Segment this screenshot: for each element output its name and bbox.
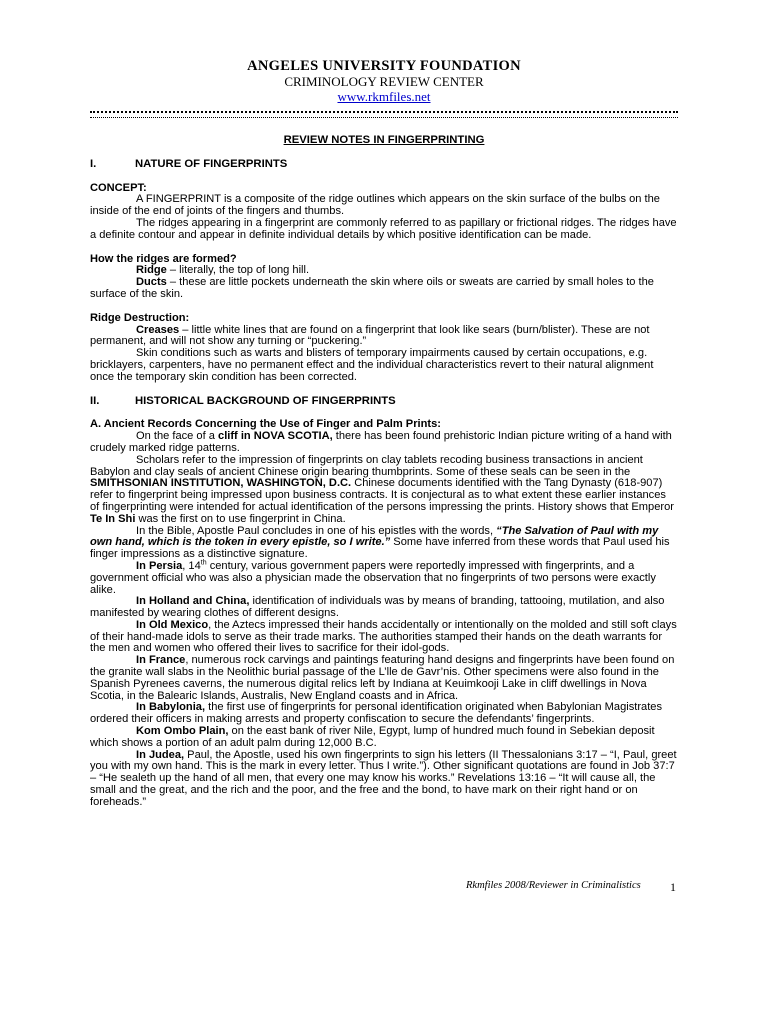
text-run: on the east bank of river Nile, Egypt, lump of hundred much found in Sebekian deposit which shows a portion of an adult palm during 12,000 B.C. (90, 725, 655, 749)
section-heading-1 (90, 159, 678, 171)
document-title: REVIEW NOTES IN FINGERPRINTING (283, 134, 485, 146)
concept-heading: CONCEPT: (90, 181, 147, 194)
creases-definition (90, 325, 678, 349)
creases-term: Creases (136, 323, 180, 336)
document-page (90, 58, 678, 809)
judea-paragraph (90, 750, 678, 809)
section-number: I. (90, 157, 97, 170)
skin-conditions-paragraph: Skin conditions such as warts and blisters of temporary impairments caused by certain occupations, e.g. bricklayers, carpenters, have no permanent effect and the individual characteristics revert to their natural alignment once the temporary skin condition has been corrected. (90, 347, 654, 383)
old-mexico-paragraph (90, 620, 678, 655)
center-name: CRIMINOLOGY REVIEW CENTER (284, 74, 484, 89)
text-run: Chinese documents identified with the Tang Dynasty (618-907) refer to fingerprint being impressed upon business contracts. It is conjectural as to what extent these earlier instances of fingerprinting were intended for actual identification of the persons impressing the prints. History shows that Emperor (90, 477, 674, 513)
creases-text: – little white lines that are found on a fingerprint that look like sears (burn/blister). These are not permanent, and will not show any turning or “puckering.” (90, 323, 650, 348)
section-title: NATURE OF FINGERPRINTS (135, 157, 288, 170)
text-run: Scholars refer to the impression of fingerprints on clay tablets recoding business transactions in ancient Babylon and clay seals of ancient Chinese origin bearing thumbprints. Some of these seals can be seen in the (90, 453, 643, 478)
text-run: , 14 (182, 559, 201, 572)
ducts-term: Ducts (136, 276, 167, 289)
text-run: Some have inferred from these words that Paul used his finger impressions as a distinctive signature. (90, 536, 670, 561)
text-run: , numerous rock carvings and paintings featuring hand designs and fingerprints have been found on the granite wall slabs in the Neolithic burial passage of the L’lle de Gavr’nis. Other specimens were also found in the Spanish Pyrenees caverns, the numerous digital relics left by Indiana at Keuimkooji Lake in cliff dwellings in Nova Scotia, in the Balearic Islands, Australis, New England coasts and in Africa. (90, 654, 675, 702)
bold-run: In France (136, 654, 186, 667)
page-number: 1 (670, 880, 676, 894)
text-run: was the first on to use fingerprint in China. (135, 512, 346, 525)
bible-paragraph (90, 526, 678, 561)
superscript: th (200, 559, 207, 567)
text-run: identification of individuals was by means of branding, tattooing, mutilation, and also manifested by wearing clothes of different designs. (90, 595, 665, 620)
ridge-term: Ridge (136, 264, 167, 277)
ridges-formed-heading: How the ridges are formed? (90, 252, 237, 265)
bold-run: SMITHSONIAN INSTITUTION, WASHINGTON, D.C. (90, 477, 352, 490)
section-heading-2 (90, 396, 678, 408)
ducts-text: – these are little pockets underneath the skin where oils or sweats are carried by small holes to the surface of the skin. (90, 276, 654, 300)
text-run: , the Aztecs impressed their hands accidentally or intentionally on the molded and still soft clays of their hand-made idols to serve as their trade marks. The authorities stamped their hands on the death warrants for the men and women who offered their lives to sacrifice for their idol-gods. (90, 618, 677, 655)
nova-scotia-paragraph (90, 431, 678, 455)
text-run: century, various government papers were reportedly impressed with fingerprints, and a government official who was also a physician made the observation that no fingerprints of two persons were exactly alike. (90, 559, 656, 596)
bold-run: In Judea, (136, 748, 185, 761)
bold-run: Kom Ombo Plain, (136, 725, 229, 738)
concept-paragraph-2: The ridges appearing in a fingerprint are commonly referred to as papillary or frictional ridges. The ridges have a definite contour and appear in definite individual details by which positive identification can be made. (90, 216, 677, 241)
babylonia-paragraph (90, 702, 678, 726)
letterhead (90, 58, 678, 104)
section-number: II. (90, 394, 100, 407)
bold-run: In Babylonia, (136, 701, 206, 714)
bold-run: In Persia (136, 559, 183, 572)
ridge-destruction-heading: Ridge Destruction: (90, 311, 190, 324)
concept-paragraph-1: A FINGERPRINT is a composite of the ridge outlines which appears on the skin surface of the bulbs on the inside of the end of joints of the fingers and thumbs. (90, 193, 660, 218)
bold-run: In Old Mexico (136, 618, 209, 631)
holland-china-paragraph (90, 596, 678, 620)
text-run: In the Bible, Apostle Paul concludes in one of his epistles with the words, (136, 524, 497, 537)
scholars-paragraph (90, 455, 678, 526)
page-footer: Rkmfiles 2008/Reviewer in Criminalistics (466, 880, 641, 891)
header-divider (90, 111, 678, 118)
text-run: Paul, the Apostle, used his own fingerprints to sign his letters (II Thessalonians 3:17 – “I, Paul, greet you with my own hand. This is the mark in every letter. Thus I write.”). Other significant quotations are found in Job 37:7 – “He sealeth up the hand of all men, that every one may know his works.” Revelations 13:16 – “It will cause all, the small and the great, and the rich and the poor, and the free and the bond, to have mark on their right hand or on foreheads.” (90, 748, 677, 808)
bold-run: cliff in NOVA SCOTIA, (218, 430, 333, 443)
section-title: HISTORICAL BACKGROUND OF FINGERPRINTS (135, 394, 396, 407)
ducts-definition (90, 277, 678, 301)
ancient-records-heading: A. Ancient Records Concerning the Use of Finger and Palm Prints: (90, 418, 441, 431)
france-paragraph (90, 655, 678, 702)
text-run: the first use of fingerprints for personal identification originated when Babylonian Magistrates ordered their officers in making arrests and property confiscation to secure the defendants’ fingerprints. (90, 701, 662, 726)
bold-italic-run: “The Salvation of Paul with my own hand, which is the token in every epistle, so I write.” (90, 524, 659, 549)
bold-run: In Holland and China, (136, 595, 250, 608)
website-link[interactable]: www.rkmfiles.net (337, 89, 431, 104)
kom-ombo-paragraph (90, 726, 678, 750)
organization-name: ANGELES UNIVERSITY FOUNDATION (247, 58, 521, 74)
ridge-text: – literally, the top of long hill. (166, 264, 310, 277)
text-run: On the face of a (136, 430, 219, 443)
bold-run: Te In Shi (90, 512, 136, 525)
persia-paragraph (90, 561, 678, 596)
text-run: there has been found prehistoric Indian picture writing of a hand with crudely marked ridge patterns. (90, 430, 672, 454)
